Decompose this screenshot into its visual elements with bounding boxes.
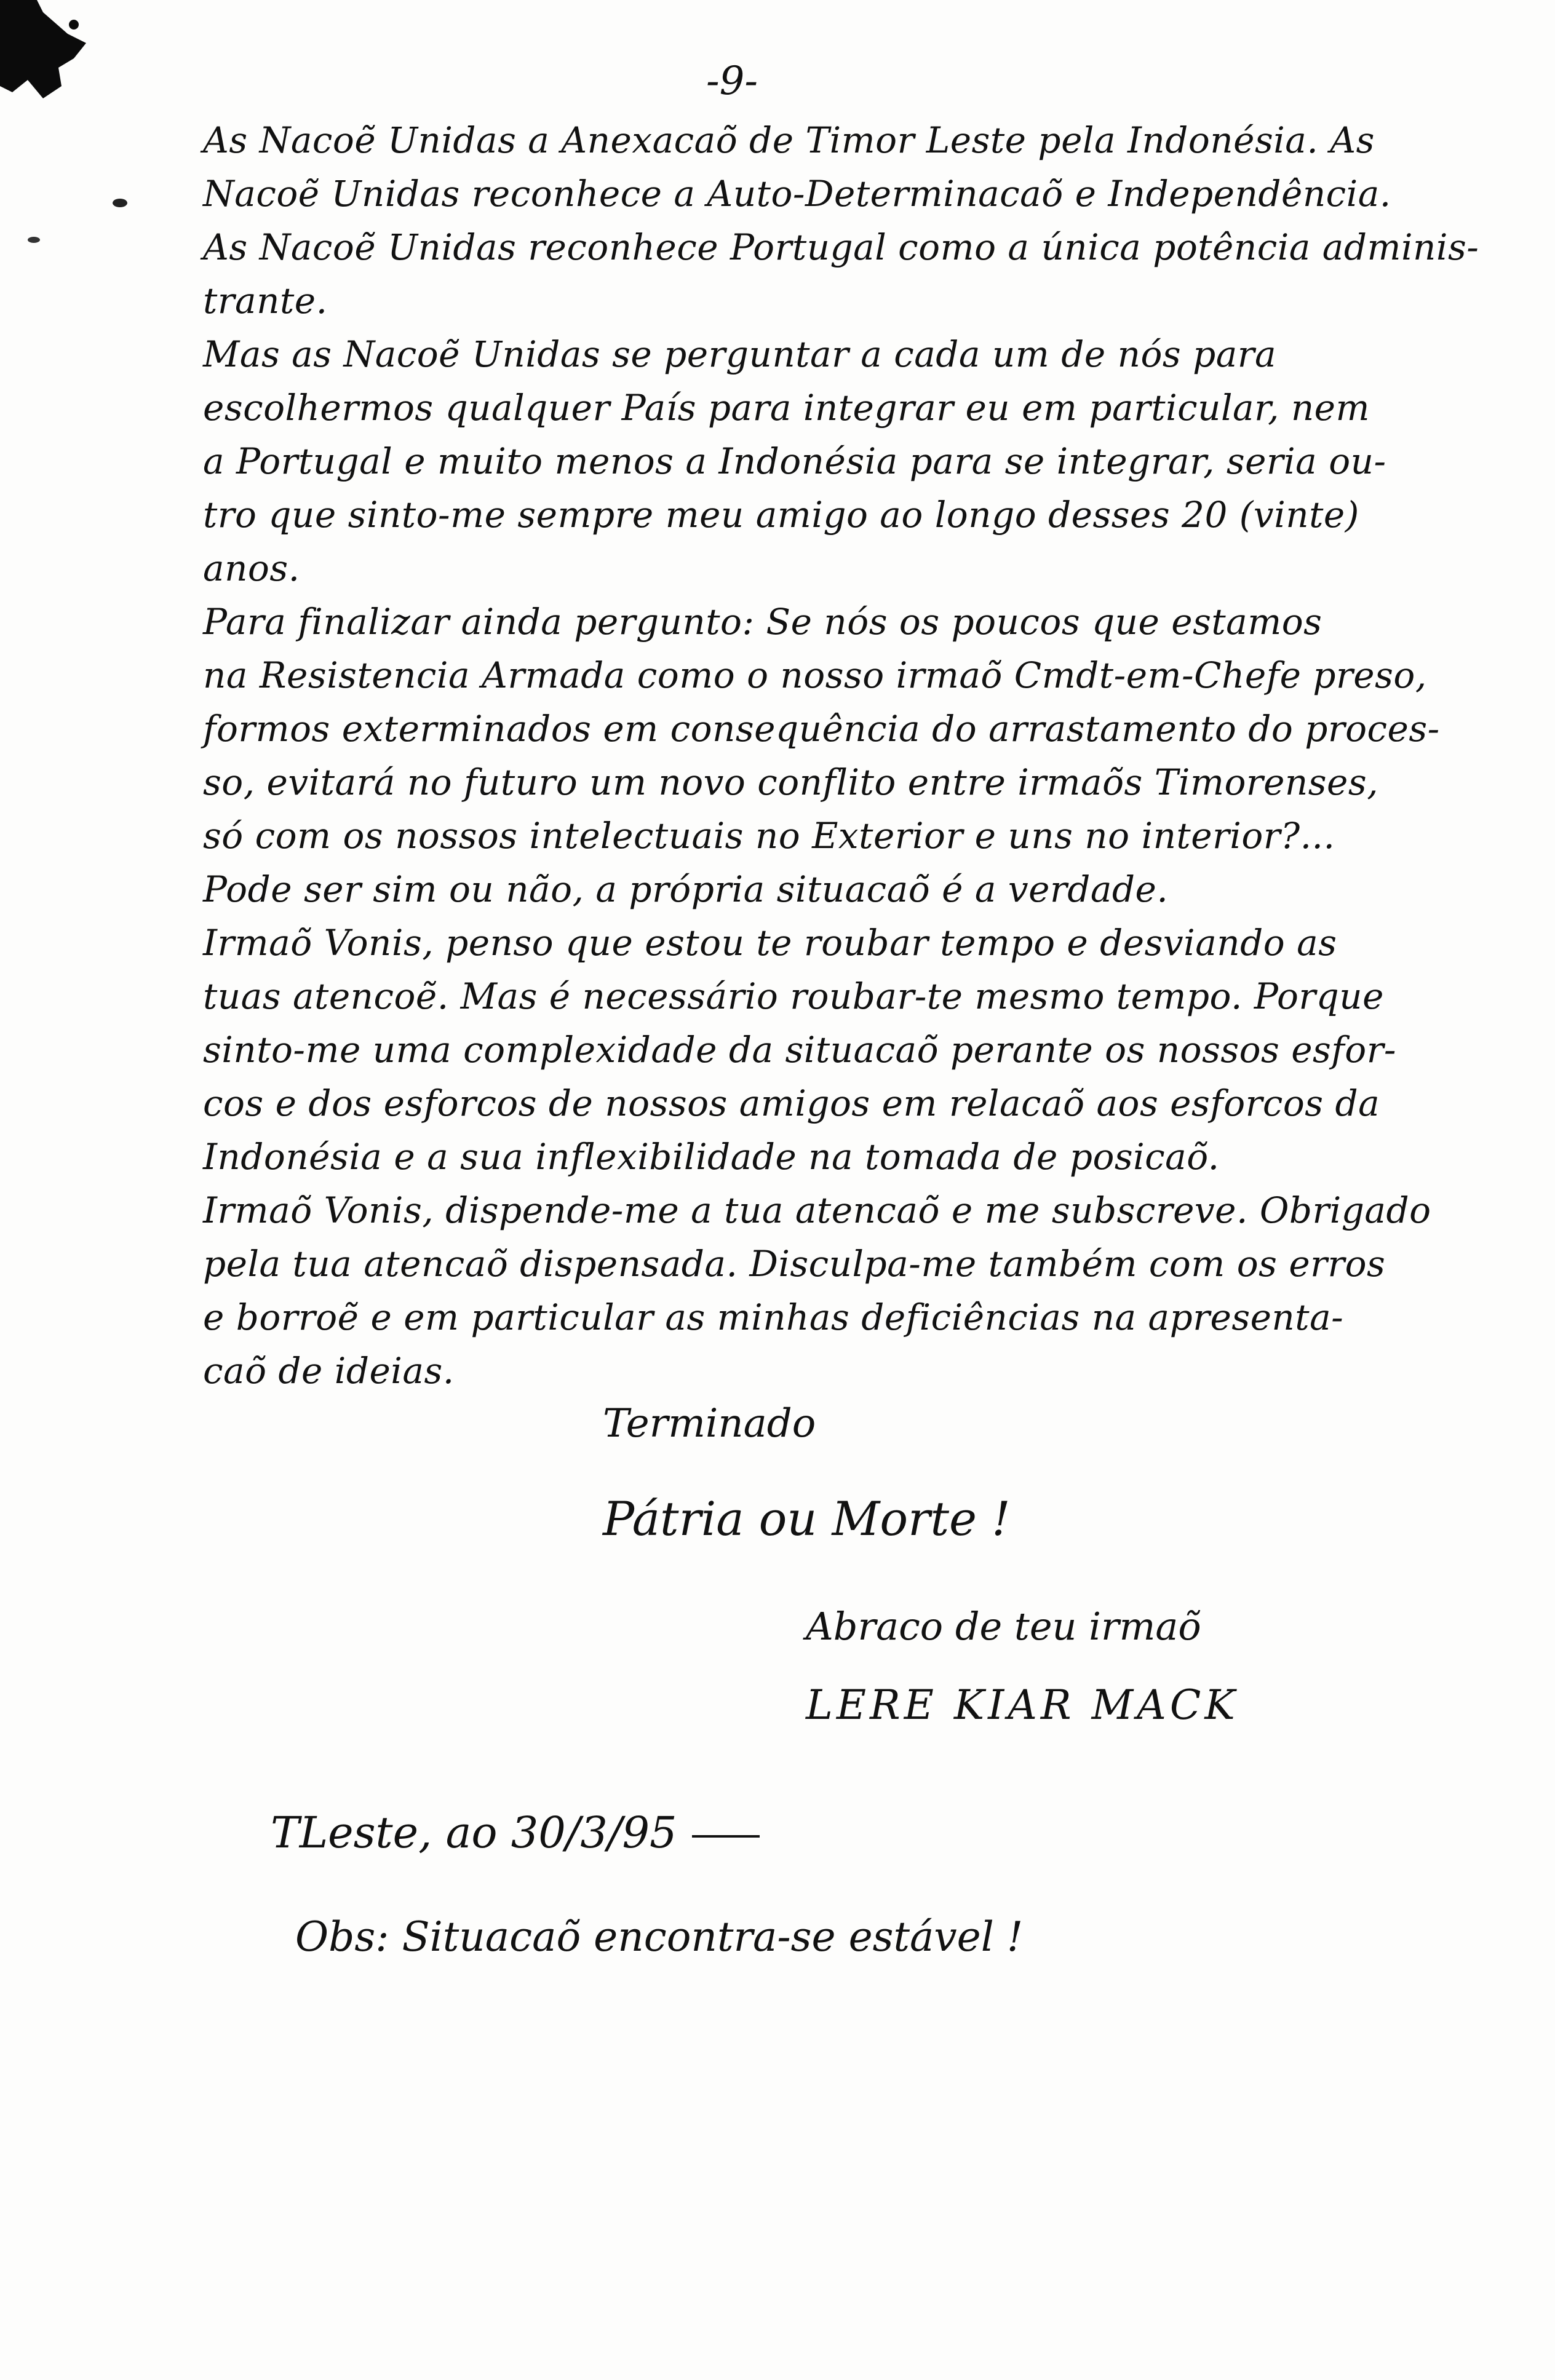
dateline <box>271 1802 1132 1863</box>
signature-block <box>806 1599 1359 1733</box>
body-line: só com os nossos intelectuais no Exterior e uns no interior?... <box>203 815 1335 857</box>
body-line: Irmaõ Vonis, penso que estou te roubar tempo e desviando as <box>203 922 1337 964</box>
body-line: na Resistencia Armada como o nosso irmaõ Cmdt-em-Chefe preso, <box>203 654 1427 696</box>
closing-motto: Pátria ou Morte ! <box>603 1491 1011 1546</box>
body-line: so, evitará no futuro um novo conflito entre irmaõs Timorenses, <box>203 761 1379 803</box>
body-line: Para finalizar ainda pergunto: Se nós os poucos que estamos <box>203 601 1322 643</box>
body-line: formos exterminados em consequência do arrastamento do proces- <box>203 708 1440 750</box>
body-line: trante. <box>203 280 328 322</box>
body-line: tuas atencoẽ. Mas é necessário roubar-te mesmo tempo. Porque <box>203 975 1384 1017</box>
body-line: pela tua atencaõ dispensada. Disculpa-me também com os erros <box>203 1243 1386 1285</box>
letter-body <box>203 114 1513 1398</box>
body-line: e borroẽ e em particular as minhas deficiências na apresenta- <box>203 1296 1344 1338</box>
ink-blot-mark <box>0 0 92 98</box>
body-line: Nacoẽ Unidas reconhece a Auto-Determinacaõ e Independência. <box>203 173 1391 215</box>
letter-closing <box>603 1396 1341 1550</box>
body-line: tro que sinto-me sempre meu amigo ao longo desses 20 (vinte) <box>203 494 1359 536</box>
signature-name: LERE KIAR MACK <box>806 1681 1239 1729</box>
stray-dot-mark <box>25 234 43 246</box>
body-line: anos. <box>203 547 300 589</box>
body-line: As Nacoẽ Unidas reconhece Portugal como a única potência adminis- <box>203 226 1479 268</box>
closing-word: Terminado <box>603 1401 816 1446</box>
body-line: escolhermos qualquer País para integrar eu em particular, nem <box>203 387 1370 429</box>
page-number: -9- <box>706 58 758 104</box>
stray-dot-mark <box>111 197 129 209</box>
body-line: As Nacoẽ Unidas a Anexacaõ de Timor Leste pela Indonésia. As <box>203 119 1375 161</box>
body-line: a Portugal e muito menos a Indonésia para se integrar, seria ou- <box>203 440 1386 482</box>
body-line: Irmaõ Vonis, dispende-me a tua atencaõ e me subscreve. Obrigado <box>203 1189 1431 1231</box>
body-line: Pode ser sim ou não, a própria situacaõ é a verdade. <box>203 868 1169 910</box>
dateline-text: TLeste, ao 30/3/95 <box>271 1807 677 1858</box>
body-line: Indonésia e a sua inflexibilidade na tomada de posicaõ. <box>203 1136 1220 1178</box>
signature-embrace: Abraco de teu irmaõ <box>806 1604 1201 1649</box>
body-line: cos e dos esforcos de nossos amigos em relacaõ aos esforcos da <box>203 1082 1380 1124</box>
observation-note: Obs: Situacaõ encontra-se estável ! <box>295 1913 1024 1961</box>
body-line: caõ de ideias. <box>203 1350 455 1392</box>
body-line: sinto-me uma complexidade da situacaõ perante os nossos esfor- <box>203 1029 1397 1071</box>
body-line: Mas as Nacoẽ Unidas se perguntar a cada um de nós para <box>203 333 1277 375</box>
dateline-rule <box>692 1835 760 1838</box>
